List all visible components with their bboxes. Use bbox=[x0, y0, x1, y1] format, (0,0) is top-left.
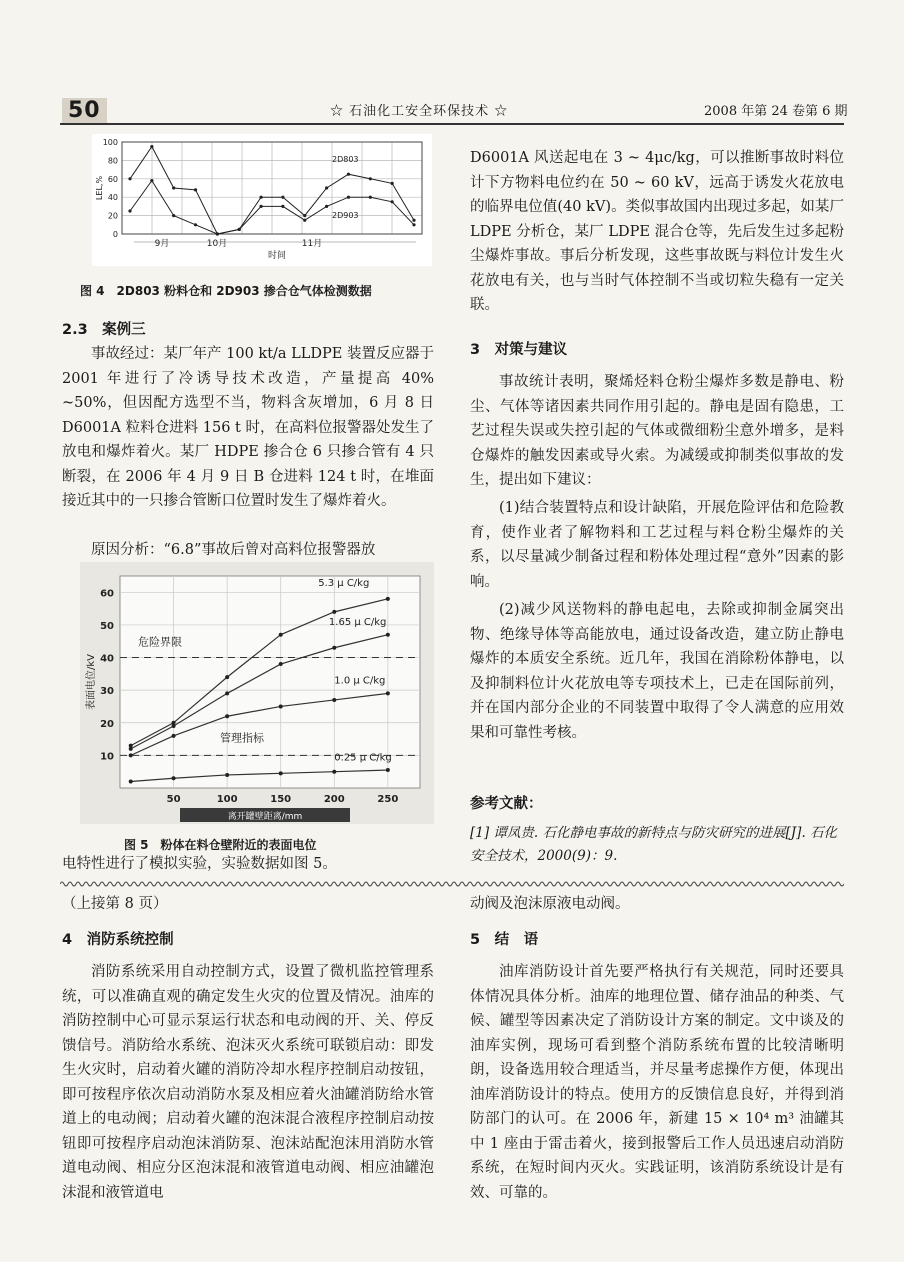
fig5-xtick-label: 100 bbox=[216, 794, 238, 805]
fig5-point bbox=[332, 770, 336, 774]
fig5-point bbox=[172, 734, 176, 738]
fig4-point bbox=[347, 173, 350, 176]
fig5-point bbox=[279, 662, 283, 666]
fig5-point bbox=[332, 610, 336, 614]
fig4-point bbox=[194, 188, 197, 191]
figure4-caption: 图 4 2D803 粉料仓和 2D903 掺合仓气体检测数据 bbox=[80, 284, 372, 298]
fig4-point bbox=[238, 228, 241, 231]
page-number: 50 bbox=[62, 98, 107, 123]
fig4-point bbox=[172, 186, 175, 189]
fig4-ytick-label: 20 bbox=[107, 211, 118, 221]
fig5-point bbox=[386, 691, 390, 695]
fig4-point bbox=[391, 200, 394, 203]
section-2-3-paragraph-1: 事故经过：某厂年产 100 kt/a LLDPE 装置反应器于 2001 年进行了冷诱导技术改造，产量提高 40% ~50%，但因配方选型不当，物料含灰增加，6 月 8 日 D6001A 粒料仓进料 156 t 时，在高料位报警器处发生了放电和爆炸着火。某厂 HDPE 掺合仓 6 只掺合管有 4 只断裂，在 2006 年 4 月 9 日 B 仓进料 124 t 时，在堆面接近其中的一只掺合管断口位置时发生了爆炸着火。 bbox=[62, 346, 434, 509]
fig5-point bbox=[225, 714, 229, 718]
fig4-point bbox=[281, 196, 284, 199]
fig5-series-label: 0.25 μ C/kg bbox=[334, 752, 392, 764]
figure5-caption: 图 5 粉体在料仓壁附近的表面电位 bbox=[124, 838, 317, 852]
section-4-paragraph-1: 消防系统采用自动控制方式，设置了微机监控管理系统，可以准确直观的确定发生火灾的位置及情况。油库的消防控制中心可显示泵运行状态和电动阀的开、关、停反馈信号。消防给水系统、泡沫灭火系统可联锁启动：即发生火灾时，启动着火罐的消防冷却水程序控制启动按钮，即可按程序依次启动消防水泵及相应着火油罐消防给水管道上的电动阀；启动着火罐的泡沫混合液程序控制启动按钮即可按程序启动泡沫消防泵、泡沫站配泡沫用消防水管道电动阀、相应分区泡沫混和液管道电动阀、相应油罐泡沫混和液管道电 bbox=[62, 964, 434, 1201]
fig4-point bbox=[325, 186, 328, 189]
fig5-series-label: 1.0 μ C/kg bbox=[334, 675, 386, 687]
fig4-ytick-label: 100 bbox=[102, 138, 118, 147]
section-4-title: 4 消防系统控制 bbox=[62, 932, 174, 948]
continued-from-note: （上接第 8 页） bbox=[62, 896, 168, 912]
fig5-point bbox=[129, 779, 133, 783]
fig5-ytick-label: 50 bbox=[100, 620, 114, 632]
fig5-series-label: 5.3 μ C/kg bbox=[318, 577, 370, 589]
fig5-ytick-label: 20 bbox=[100, 718, 114, 730]
fig5-point bbox=[386, 633, 390, 637]
fig4-point bbox=[259, 196, 262, 199]
fig4-ylabel: LEL,% bbox=[95, 175, 104, 201]
fig4-xgroup-label: 10月 bbox=[206, 239, 228, 249]
section-3-title: 3 对策与建议 bbox=[470, 342, 568, 358]
journal-title: ☆ 石油化工安全环保技术 ☆ bbox=[330, 104, 509, 119]
fig4-point bbox=[150, 179, 153, 182]
header-rule bbox=[60, 123, 844, 125]
issue-info: 2008 年第 24 卷第 6 期 bbox=[704, 104, 848, 119]
fig4-point bbox=[194, 223, 197, 226]
fig4-xgroup-label: 11月 bbox=[301, 239, 323, 249]
section-5-title: 5 结 语 bbox=[470, 932, 539, 948]
reference-1: [1] 谭凤贵. 石化静电事故的新特点与防灾研究的进展[J]. 石化安全技术，2000(9)：9. bbox=[470, 825, 838, 864]
fig4-ytick-label: 60 bbox=[107, 174, 118, 184]
lower-right-continuation: 动阀及泡沫原液电动阀。 bbox=[470, 896, 630, 912]
fig4-point bbox=[369, 177, 372, 180]
fig4-point bbox=[128, 209, 131, 212]
fig5-xlabel: 离开罐壁距离/mm bbox=[227, 812, 303, 822]
fig5-point bbox=[225, 691, 229, 695]
fig5-ytick-label: 60 bbox=[100, 588, 114, 600]
fig4-point bbox=[281, 205, 284, 208]
fig4-point bbox=[216, 232, 219, 235]
fig5-point bbox=[172, 776, 176, 780]
fig5-point bbox=[386, 597, 390, 601]
fig4-point bbox=[259, 205, 262, 208]
fig4-ytick-label: 0 bbox=[112, 230, 118, 239]
fig5-point bbox=[279, 633, 283, 637]
fig4-ytick-label: 40 bbox=[107, 193, 118, 203]
references-title: 参考文献： bbox=[470, 796, 543, 812]
fig4-point bbox=[303, 214, 306, 217]
section-separator bbox=[60, 880, 844, 888]
separator-wave bbox=[60, 880, 844, 888]
fig4-series-label-2D803: 2D803 bbox=[332, 155, 359, 164]
fig5-point bbox=[332, 698, 336, 702]
section-5-paragraph-1: 油库消防设计首先要严格执行有关规范，同时还要具体情况具体分析。油库的地理位置、储存油品的种类、气候、罐型等因素决定了消防设计方案的制定。文中谈及的油库实例，现场可看到整个消防系统布置的比较清晰明朗，设备选用较合理适当，并尽量考虑操作方便，体现出油库消防设计的特点。使用方的反馈信息良好，并得到消防部门的认可。在 2006 年，新建 15 × 10⁴ m³ 油罐其中 1 座由于雷击着火，接到报警后工作人员迅速启动消防系统，在短时间内灭火。实践证明，该消防系统设计是有效、可靠的。 bbox=[470, 964, 844, 1201]
fig5-xtick-label: 250 bbox=[377, 794, 399, 805]
section-3-paragraph-2: (1)结合装置特点和设计缺陷，开展危险评估和危险教育，使作业者了解物料和工艺过程与料仓粉尘爆炸的关系，以尽量减少制备过程和粉体处理过程“意外”因素的影响。 bbox=[470, 500, 844, 590]
figure4-chart bbox=[92, 134, 432, 266]
fig4-point bbox=[172, 214, 175, 217]
fig4-point bbox=[347, 196, 350, 199]
fig5-ytick-label: 30 bbox=[100, 686, 114, 698]
fig4-point bbox=[150, 145, 153, 148]
fig4-ytick-label: 80 bbox=[107, 156, 118, 166]
section-2-3-title: 2.3 案例三 bbox=[62, 322, 146, 338]
fig5-point bbox=[279, 704, 283, 708]
section-3-paragraph-1: 事故统计表明，聚烯烃料仓粉尘爆炸多数是静电、粉尘、气体等诸因素共同作用引起的。静电是固有隐患，工艺过程失误或失控引起的气体或微细粉尘意外增多，是料仓爆炸的触发因素或导火索。为减缓或抑制类似事故的发生，提出如下建议： bbox=[470, 374, 844, 488]
fig5-ylabel: 表面电位/kV bbox=[86, 653, 97, 711]
fig4-point bbox=[412, 219, 415, 222]
figure5-svg bbox=[80, 562, 434, 824]
fig5-annotation-danger: 危险界限 bbox=[138, 635, 182, 649]
fig4-xlabel: 时间 bbox=[267, 251, 287, 261]
fig5-series-label: 1.65 μ C/kg bbox=[328, 616, 387, 628]
separator-wave-path bbox=[60, 882, 844, 886]
fig4-series-label-2D903: 2D903 bbox=[332, 211, 359, 220]
fig5-point bbox=[279, 771, 283, 775]
fig5-ytick-label: 40 bbox=[100, 653, 114, 665]
fig4-point bbox=[391, 182, 394, 185]
fig5-annotation-management: 管理指标 bbox=[220, 731, 264, 745]
fig4-point bbox=[369, 196, 372, 199]
figure5-chart bbox=[80, 562, 434, 824]
right-continuation-paragraph: D6001A 风送起电在 3 ~ 4μc/kg，可以推断事故时料位计下方物料电位约在 50 ~ 60 kV，远高于诱发火花放电的临界电位值(40 kV)。类似事故国内出现过多起，如某厂 LDPE 分析仓，某厂 LDPE 混合仓等，先后发生过多起粉尘爆炸事故。事后分析发现，这些事故既与料位计发生火花放电有关，也与当时气体控制不当或切粒失稳有一定关联。 bbox=[470, 150, 844, 313]
fig4-point bbox=[412, 223, 415, 226]
figure4-svg bbox=[92, 134, 432, 266]
fig5-xtick-label: 50 bbox=[166, 794, 181, 805]
fig4-xgroup-label: 9月 bbox=[154, 239, 170, 249]
fig5-point bbox=[225, 773, 229, 777]
fig5-xtick-label: 200 bbox=[323, 794, 345, 805]
fig4-point bbox=[303, 219, 306, 222]
fig4-point bbox=[128, 177, 131, 180]
fig5-point bbox=[129, 747, 133, 751]
fig5-point bbox=[172, 724, 176, 728]
fig4-point bbox=[325, 205, 328, 208]
fig5-point bbox=[386, 768, 390, 772]
section-3-paragraph-3: (2)减少风送物料的静电起电，去除或抑制金属突出物、绝缘导体等高能放电，通过设备改造，建立防止静电爆炸的本质安全系统。近几年，我国在消除粉体静电，以及抑制料位计火花放电等专项技术上，已走在国际前列，并在国内部分企业的不同装置中取得了令人满意的应用效果和可靠性考核。 bbox=[470, 602, 844, 741]
fig5-point bbox=[332, 646, 336, 650]
fig5-point bbox=[129, 753, 133, 757]
fig5-ytick-label: 10 bbox=[100, 751, 114, 763]
fig5-point bbox=[225, 675, 229, 679]
fig5-xtick-label: 150 bbox=[270, 794, 292, 805]
section-2-3-paragraph-2: 原因分析：“6.8”事故后曾对高料位报警器放 bbox=[91, 542, 376, 558]
section-2-3-paragraph-3: 电特性进行了模拟实验，实验数据如图 5。 bbox=[62, 856, 337, 872]
